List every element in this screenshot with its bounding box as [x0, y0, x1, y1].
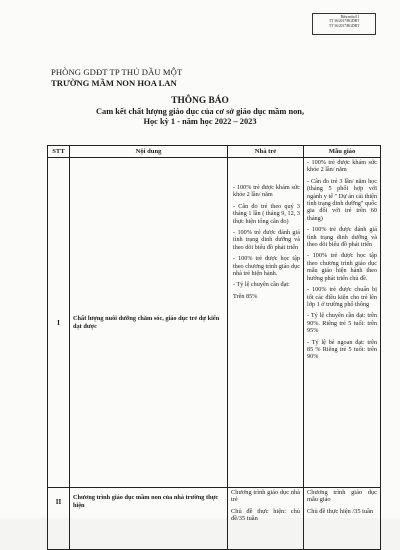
form-code-line: TT 36/2017/BGDĐT — [329, 23, 360, 28]
cell-line: - Cân đo trẻ theo quý 3 tháng 1 lần ( tháng 9, 12, 3 thực hiện tổng cân đo) — [233, 202, 300, 225]
cell-line: - Tỷ lệ bé ngoan đạt: trên 85 % Riêng trẻ 5 tuổi: trên 90% — [307, 338, 377, 361]
document-subtitle: Cam kết chất lượng giáo dục của cơ sở giáo dục mầm non, — [95, 107, 305, 116]
cell-line: - 100% trẻ được học tập theo chương trình giáo dục mẫu giáo hiện hành theo hướng phát triển chủ đề. — [307, 252, 377, 282]
cell-line: Trên 85% — [233, 292, 258, 300]
form-code-line: Biểu mẫu 01 — [340, 15, 359, 19]
cell-line: Chủ đề thực hiện /35 tuần — [307, 507, 374, 515]
row-content: Chất lượng nuôi dưỡng chăm sóc, giáo dục trẻ dự kiến đạt được — [70, 158, 228, 488]
row-number: I — [48, 158, 70, 488]
cell-line: - Cân đo trẻ 3 lần/ năm học (tháng 5 phối hợp với ngành y tế " Dự án cải thiện tình trạng dinh dưỡng" quốc gia đối với trẻ trên 60 tháng) — [307, 177, 377, 222]
cell-line: Chương trình giáo dục mẫu giáo — [307, 489, 377, 504]
header-kindergarten: Mẫu giáo — [304, 146, 381, 158]
cell-line: - Tỷ lệ chuyên cần đạt: — [233, 281, 290, 289]
header-stt: STT — [48, 146, 70, 158]
kindergarten-cell — [304, 158, 381, 488]
commitment-table — [47, 145, 381, 550]
header-nursery: Nhà trẻ — [228, 146, 304, 158]
school-name: TRƯỜNG MẦM NON HOA LAN — [51, 78, 177, 88]
document-period: Học kỳ 1 - năm học 2022 – 2023 — [143, 117, 257, 126]
table-row — [48, 488, 381, 550]
cell-line: - 100% trẻ được học tập theo chương trình giáo dục nhà trẻ hiện hành. — [233, 255, 300, 278]
form-code-line: TT 36/2017/BGDĐT — [329, 19, 360, 24]
cell-line: Chương trình giáo dục nhà trẻ — [231, 489, 300, 504]
form-code-box — [312, 13, 376, 35]
cell-line: - 100% trẻ được đánh giá tình trạng dinh dưỡng và theo dõi biểu đồ phát triển — [307, 226, 377, 249]
document-title: THÔNG BÁO — [171, 96, 229, 106]
row-content: Chương trình giáo dục mầm non của nhà trường thực hiện — [70, 488, 228, 550]
cell-line: - 100% trẻ được khám sức khỏe 2 lần/ năm — [233, 184, 300, 199]
cell-line: - Tỷ lệ chuyên cần đạt: trên 90%. Riêng trẻ 5 tuổi: trên 95% — [307, 312, 377, 335]
cell-line: - 100% trẻ được chuẩn bị tốt các điều kiện cho trẻ lên lớp 1 ở trường phổ thông — [307, 286, 377, 308]
department-name: PHÒNG GDĐT TP THỦ DẦU MỘT — [51, 67, 183, 77]
header-content: Nội dung — [70, 146, 228, 158]
row-number: II — [48, 488, 70, 550]
cell-line: Chủ đề thực hiện: chủ đề/35 tuần — [231, 507, 300, 523]
table-header-row — [48, 146, 381, 158]
nursery-cell — [228, 488, 304, 550]
nursery-cell — [228, 158, 304, 488]
kindergarten-cell — [304, 488, 381, 550]
cell-line: - 100% trẻ được đánh giá tình trạng dinh dưỡng và theo dõi biểu đồ phát triển — [233, 229, 300, 251]
table-row — [48, 158, 381, 488]
cell-line: - 100% trẻ được khám sức khỏe 2 lần/ năm — [307, 159, 377, 174]
